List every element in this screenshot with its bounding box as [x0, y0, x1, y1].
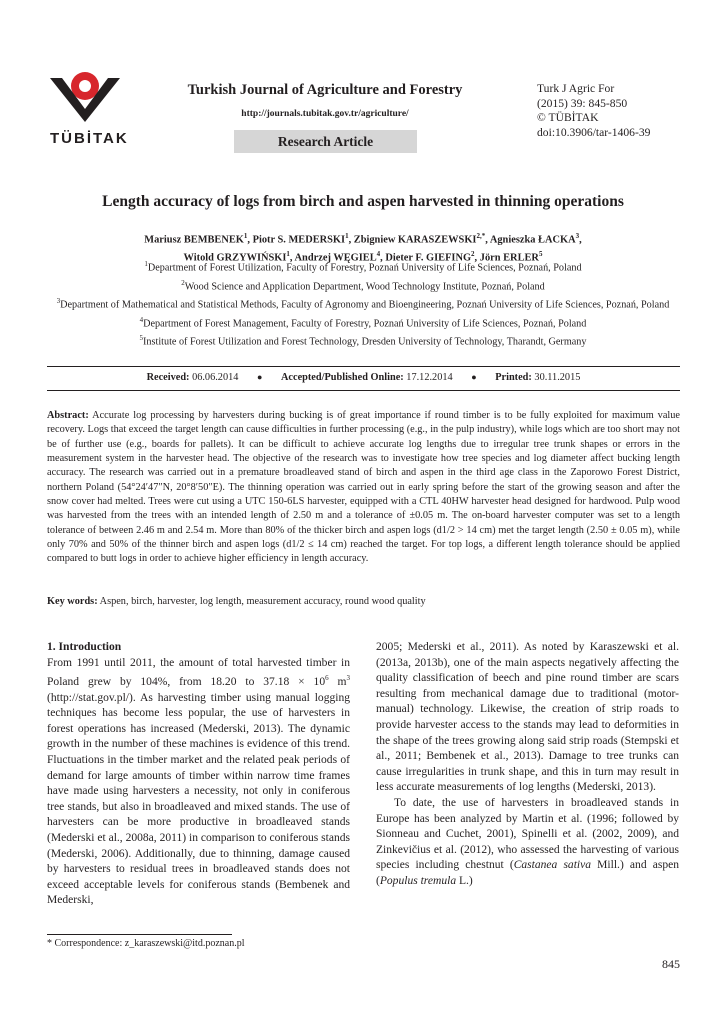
- body-column-left: [47, 640, 350, 909]
- affiliation-text: Wood Science and Application Department, Wood Technology Institute, Poznań, Poland: [184, 280, 545, 292]
- abstract-text: Accurate log processing by harvesters during bucking is of great importance if round timber is to be fully exploited for maximum value recovery. Logs that exceed the target length can cause difficulties in further processing (e.g., in the pulp industry), while logs which are too short may not be of further use (e.g., boards for pallets). It can be difficult to achieve accurate log lengths due to irregular tree trunk shapes or errors in the measurement system in the harvester head. The objective of the research was to investigate how tree species and log diameter affect bucking length accuracy. The research was carried out in a premature broadleaved stand of birch and aspen in the third age class in the Zaporowo Forest District, northern Poland (54°24′47″N, 20°8′50″E). The thinning operation was carried out in early spring before the start of the growing season and after the snow cover had melted. Trees were cut using a UTC 150-6LS harvester, equipped with a CTL 40HW harvester head designed for hardwood. Pulp wood was harvested from the trees with an intended length of 2.50 m and a tolerance of ±0.05 m. The on-board harvester computer was set to a length tolerance of between 2.46 m and 2.54 m. More than 80% of the thicker birch and aspen logs (d1/2 > 14 cm) met the target length (2.50 ± 0.05 m), while only 70% and 50% of the thinner birch and aspen logs (d1/2 ≤ 14 cm) reached the target. For top logs, a different length tolerance should be applied compared to butt logs in order to achieve higher efficiency in length accuracy.: [47, 410, 680, 565]
- bullet-separator: ●: [471, 372, 477, 382]
- affiliation-sup: 5: [139, 334, 144, 343]
- affiliation-sup: 4: [139, 315, 144, 324]
- affiliation-text: Department of Forest Utilization, Faculty of Forestry, Poznań University of Life Sciences, Poznań, Poland: [147, 262, 582, 274]
- affiliation-sup: 3: [56, 297, 61, 306]
- journal-name: Turkish Journal of Agriculture and Forestry: [187, 82, 463, 98]
- affiliation-sup: 1: [144, 260, 148, 268]
- abstract-label: Abstract:: [47, 410, 89, 421]
- author-sup: 5: [538, 250, 543, 259]
- author-name: Zbigniew KARASZEWSKI: [353, 234, 477, 246]
- author-sup: 2: [471, 250, 475, 259]
- citation-volume: (2015) 39: 845-850: [537, 96, 628, 110]
- divider: [47, 366, 680, 367]
- paragraph: [47, 656, 350, 909]
- journal-url[interactable]: http://journals.tubitak.gov.tr/agriculture/: [241, 109, 409, 119]
- divider: [47, 390, 680, 391]
- affiliation-item: [40, 294, 686, 313]
- unit: m: [328, 676, 347, 689]
- author-line-1: Mariusz BEMBENEK$^1$, Piotr S. MEDERSKI$^1$, Zbigniew $KARASZEWSKI^{2,*}$, Agnieszka ŁACKA$^3$,: [144, 232, 582, 246]
- article-title: Length accuracy of logs from birch and aspen harvested in thinning operations: [102, 193, 624, 210]
- received-value: 06.06.2014: [192, 372, 239, 383]
- author-line-2: Witold GRZYWIŃSKI$^1$, Andrzej WĘGIEL$^4$, Dieter F. GIEFING$^2$, Jörn ERLER$^5$: [183, 250, 543, 264]
- affiliation-item: [40, 331, 686, 350]
- author-name: Witold GRZYWIŃSKI: [183, 252, 287, 264]
- author-sup: 4: [376, 250, 381, 259]
- author-name: Jörn ERLER: [479, 252, 539, 264]
- citation-journal: Turk J Agric For: [537, 82, 615, 95]
- citation-block: [537, 82, 687, 140]
- printed-value: 30.11.2015: [534, 372, 581, 383]
- paragraph-text: L.): [456, 874, 473, 887]
- author-sup: 1: [286, 250, 290, 259]
- received-label: Received:: [146, 372, 190, 383]
- section-heading: 1. Introduction: [47, 641, 122, 653]
- citation-copyright: © TÜBİTAK: [537, 111, 599, 125]
- affiliation-sup: 2: [181, 278, 185, 287]
- accepted-value: 17.12.2014: [406, 372, 453, 383]
- author-sup: 1: [345, 232, 349, 240]
- affiliation-text: Department of Forest Management, Faculty of Forestry, Poznań University of Life Sciences, Poznań, Poland: [143, 318, 587, 330]
- author-sup: 2,*: [476, 232, 486, 240]
- keywords-text: Aspen, birch, harvester, log length, measurement accuracy, round wood quality: [99, 596, 426, 607]
- species-name: Castanea sativa: [513, 859, 592, 872]
- publication-dates: [47, 369, 680, 386]
- superscript: 6: [325, 674, 329, 683]
- paragraph: [376, 796, 679, 890]
- accepted-label: Accepted/Published Online:: [281, 372, 404, 383]
- keywords: [47, 595, 680, 609]
- bullet-separator: ●: [256, 372, 263, 382]
- affiliation-list: [40, 257, 686, 350]
- footnote-divider: [47, 934, 232, 935]
- citation-doi[interactable]: doi:10.3906/tar-1406-39: [537, 125, 651, 139]
- paragraph-text: (http://stat.gov.pl/). As harvesting timber using manual logging techniques has become less popular, the use of harvesters in forest operations has increased (Mederski, 2013). The dynamic growth in the number of these machines is evidence of this trend. Fluctuations in the timber market and the related peak periods of demand for large amounts of timber within narrow time frames have made using harvesters a necessity, not only in coniferous tree stands, but also in broadleaved and mixed stands. The use of harvesters can be more productive in broadleaved stands (Mederski et al., 2008a, 2011) in comparison to coniferous stands (Mederski, 2006). Additionally, due to thinning, damage caused by harvesters to residual trees in broadleaved stands does not exceed acceptable levels for coniferous stands (Bembenek and Mederski,: [47, 691, 350, 907]
- author-name: Andrzej WĘGIEL: [294, 252, 377, 264]
- affiliation-item: [40, 257, 686, 276]
- superscript: 3: [346, 674, 350, 683]
- affiliation-text: Department of Mathematical and Statistical Methods, Faculty of Agronomy and Bioengineering, Poznań University of Life Sciences, Poznań, Poland: [60, 299, 670, 311]
- author-name: Agnieszka ŁACKA: [489, 234, 576, 246]
- author-name: Dieter F. GIEFING: [385, 252, 472, 264]
- affiliation-text: Institute of Forest Utilization and Forest Technology, Dresden University of Technology, Tharandt, Germany: [143, 336, 587, 348]
- species-name: Populus tremula: [379, 874, 457, 887]
- paragraph-text: Mill.) and aspen (: [376, 859, 680, 887]
- author-sup: 1: [243, 232, 248, 240]
- logo-wordmark: TÜBİTAK: [50, 130, 129, 147]
- paragraph: 2005; Mederski et al., 2011). As noted by Karaszewski et al. (2013a, 2013b), one of the main aspects negatively affecting the quality classification of beech and pine round timber are scars resulting from mechanical damage due to traditional (motor-manual) technology. Likewise, the creation of strip roads to provide harvester access to the stands may lead to deformities in the shape of the trees growing along said strip roads (Stempski et al., 2011; Bembenek et al., 2013). Damage to tree trunks can cause irregularities in trunk shape, and this in turn may result in less accurate measurements of log lengths (Mederski, 2013).: [376, 641, 679, 794]
- author-name: Mariusz BEMBENEK: [144, 234, 244, 246]
- correspondence-footnote: * Correspondence: z_karaszewski@itd.poznan.pl: [47, 938, 245, 949]
- affiliation-item: [40, 276, 686, 295]
- affiliation-item: [40, 313, 686, 332]
- printed-label: Printed:: [495, 372, 532, 383]
- abstract: [47, 409, 680, 567]
- article-type-badge: Research Article: [234, 130, 417, 153]
- paragraph-text: To date, the use of harvesters in broadleaved stands in Europe has been analyzed by Martin et al. (1996; followed by Sionneau and Cuchet, 2001), Spinelli et al. (2002, 2009), and Zinkevičius et al. (2012), who assessed the harvesting of various species including chestnut (: [376, 796, 679, 872]
- keywords-label: Key words:: [47, 596, 98, 607]
- page-number: 845: [662, 957, 680, 971]
- body-column-right: [376, 640, 679, 890]
- author-name: Piotr S. MEDERSKI: [252, 234, 346, 246]
- paragraph-text: From 1991 until 2011, the amount of total harvested timber in Poland grew by 104%, from 18.20 to 37.18 × 10: [47, 656, 350, 689]
- author-sup: 3: [575, 232, 580, 240]
